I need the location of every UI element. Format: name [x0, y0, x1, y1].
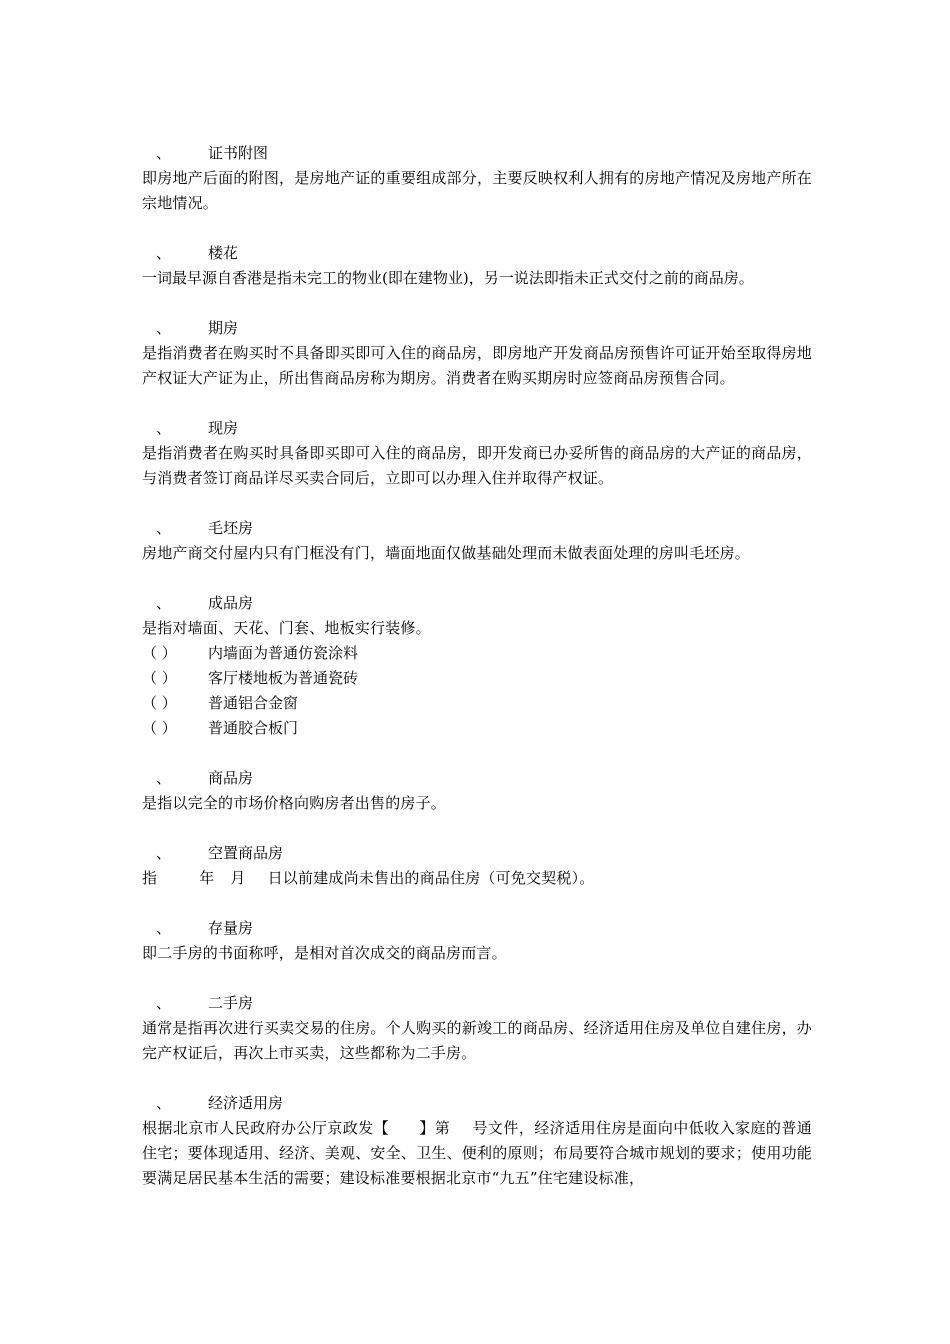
- body-part: 指: [142, 869, 158, 887]
- section-body: 即房地产后面的附图，是房地产证的重要组成部分，主要反映权利人拥有的房地产情况及房地产所在宗地情况。: [142, 169, 812, 212]
- section-vacant-commercial-house: [142, 840, 812, 891]
- section-body: 即二手房的书面称呼，是相对首次成交的商品房而言。: [142, 944, 507, 962]
- section-existing-house: [142, 915, 812, 966]
- body-part: 日以前建成尚未售出的商品住房（可免交契税）。: [267, 869, 595, 887]
- heading-mark: 、: [156, 144, 172, 162]
- section-finished-house: [142, 590, 812, 741]
- heading-title: 二手房: [208, 994, 254, 1012]
- heading-title: 证书附图: [208, 144, 269, 162]
- item-text: 普通铝合金窗: [208, 694, 299, 712]
- body-part: 号文件，经济适用住房是面向中低收入家庭的普通住宅；要体现适用、经济、美观、安全、卫生、便利的原则；布局要符合城市规划的要求；使用功能要满足居民基本生活的需要；建设标准要根据北京市“九五”住宅建设标准，: [142, 1119, 813, 1187]
- heading-title: 商品房: [208, 769, 254, 787]
- section-heading: [142, 990, 812, 1016]
- heading-mark: 、: [156, 919, 172, 937]
- section-heading: [142, 515, 812, 541]
- heading-mark: 、: [156, 994, 172, 1012]
- heading-mark: 、: [156, 844, 172, 862]
- list-item: [142, 691, 812, 716]
- section-heading: [142, 140, 812, 166]
- list-item: [142, 666, 812, 691]
- heading-mark: 、: [156, 594, 172, 612]
- section-body: 是指消费者在购买时具备即买即可入住的商品房，即开发商已办妥所售的商品房的大产证的商品房，与消费者签订商品详尽买卖合同后，立即可以办理入住并取得产权证。: [142, 444, 812, 487]
- list-item: [142, 716, 812, 741]
- list-item: [142, 641, 812, 666]
- section-heading: [142, 240, 812, 266]
- section-shell-house: [142, 515, 812, 566]
- heading-title: 空置商品房: [208, 844, 284, 862]
- section-body: 通常是指再次进行买卖交易的住房。个人购买的新竣工的商品房、经济适用住房及单位自建住房，办完产权证后，再次上市买卖，这些都称为二手房。: [142, 1019, 812, 1062]
- section-heading: [142, 840, 812, 866]
- section-certificate-attachment: [142, 140, 812, 216]
- section-body: 是指消费者在购买时不具备即买即可入住的商品房，即房地产开发商品房预售许可证开始至取得房地产权证大产证为止，所出售商品房称为期房。消费者在购买期房时应签商品房预售合同。: [142, 344, 812, 387]
- heading-mark: 、: [156, 1094, 172, 1112]
- item-text: 普通胶合板门: [208, 719, 299, 737]
- heading-mark: 、: [156, 244, 172, 262]
- item-text: 客厅楼地板为普通瓷砖: [208, 669, 359, 687]
- body-part: 根据北京市人民政府办公厅京政发【: [142, 1119, 390, 1137]
- section-affordable-house: [142, 1090, 812, 1191]
- heading-mark: 、: [156, 519, 172, 537]
- section-heading: [142, 915, 812, 941]
- section-heading: [142, 415, 812, 441]
- heading-title: 经济适用房: [208, 1094, 284, 1112]
- section-commercial-house: [142, 765, 812, 816]
- section-body: [142, 1116, 812, 1191]
- heading-title: 现房: [208, 419, 239, 437]
- section-heading: [142, 1090, 812, 1116]
- heading-mark: 、: [156, 319, 172, 337]
- heading-title: 存量房: [208, 919, 254, 937]
- item-number: （ ）: [142, 669, 177, 687]
- body-part: 月: [230, 869, 246, 887]
- item-number: （ ）: [142, 694, 177, 712]
- body-part: 】第: [419, 1119, 451, 1137]
- section-completed-house: [142, 415, 812, 491]
- section-heading: [142, 765, 812, 791]
- section-body: 一词最早源自香港是指未完工的物业(即在建物业)，另一说法即指未正式交付之前的商品房。: [142, 269, 754, 287]
- item-number: （ ）: [142, 644, 177, 662]
- document-page: [142, 140, 812, 1215]
- heading-mark: 、: [156, 419, 172, 437]
- section-heading: [142, 590, 812, 616]
- heading-title: 楼花: [208, 244, 239, 262]
- section-body: 是指以完全的市场价格向购房者出售的房子。: [142, 794, 447, 812]
- heading-title: 毛坯房: [208, 519, 254, 537]
- section-louhua: [142, 240, 812, 291]
- section-body: [142, 866, 812, 891]
- heading-title: 期房: [208, 319, 239, 337]
- section-body: 是指对墙面、天花、门套、地板实行装修。: [142, 619, 431, 637]
- item-text: 内墙面为普通仿瓷涂料: [208, 644, 359, 662]
- section-body: 房地产商交付屋内只有门框没有门，墙面地面仅做基础处理而未做表面处理的房叫毛坯房。: [142, 544, 751, 562]
- section-second-hand-house: [142, 990, 812, 1066]
- section-off-plan-house: [142, 315, 812, 391]
- heading-title: 成品房: [208, 594, 254, 612]
- body-part: 年: [199, 869, 215, 887]
- section-heading: [142, 315, 812, 341]
- heading-mark: 、: [156, 769, 172, 787]
- item-number: （ ）: [142, 719, 177, 737]
